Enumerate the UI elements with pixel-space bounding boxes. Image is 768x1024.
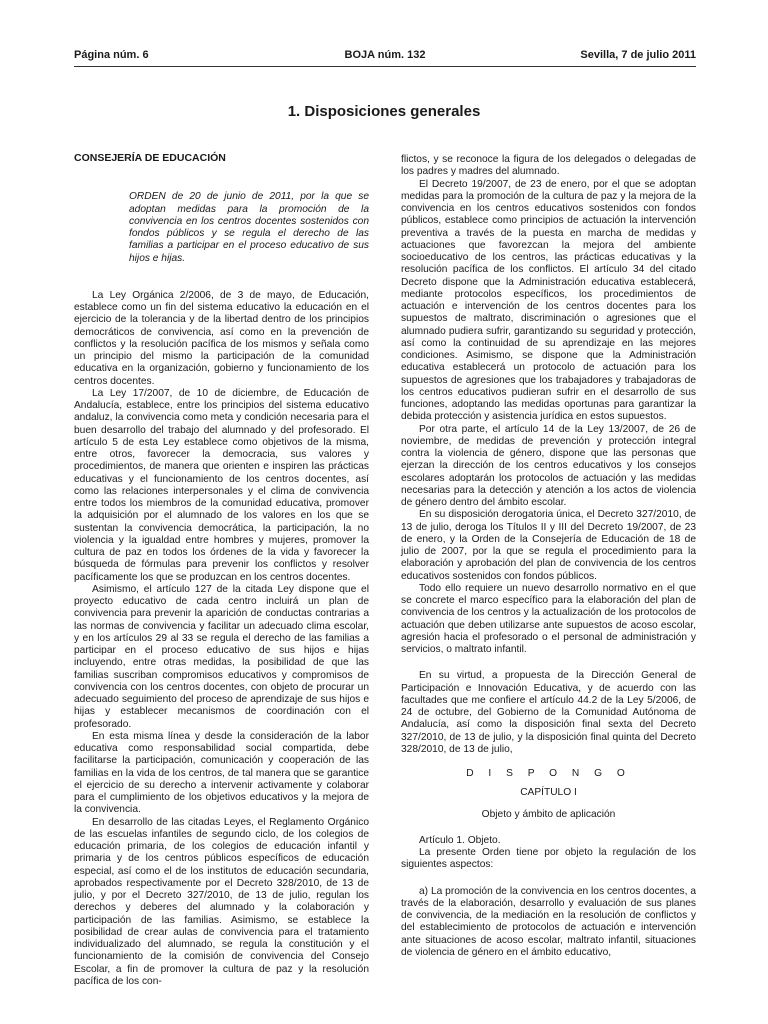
article-item-a: a) La promoción de la convivencia en los centros docentes, a través de la elaboración, desarrollo y evaluación de sus planes de convivencia, de la mediación en la resolución de conflictos y del establecimiento de protocolos de actuación e intervención ante situaciones de acoso escolar, maltrato infantil, situaciones de violencia de género en el ámbito educativo, [401,885,696,958]
place-date: Sevilla, 7 de julio 2011 [580,49,696,61]
order-title: ORDEN de 20 de junio de 2011, por la que se adoptan medidas para la promoción de la convivencia en los centros docentes sostenidos con fondos públicos y se regula el derecho de las familias a participar en el proceso educativo de sus hijos e hijas. [129,191,369,264]
paragraph: El Decreto 19/2007, de 23 de enero, por el que se adoptan medidas para la promoción de la cultura de paz y la mejora de la convivencia en los centros educativos sostenidos con fondos públicos, establece como principios de actuación la intervención preventiva a través de la puesta en marcha de medidas y actuaciones que favorezcan la mejora del ambiente socioeducativo de los centros, las prácticas educativas y la resolución pacífica de los conflictos. El artículo 34 del citado Decreto dispone que la Administración educativa establecerá, mediante protocolos específicos, los procedimientos de actuación e intervención de los centros docentes para los supuestos de maltrato, discriminación o agresiones que el alumnado pudiera sufrir, garantizando su seguridad y protección, así como la continuidad de su aprendizaje en las mejores condiciones. Asimismo, se dispone que la Administración educativa establecerá un protocolo de actuación para los supuestos de agresiones que los trabajadores y trabajadoras de los centros educativos pudieran sufrir en el desarrollo de sus funciones, adoptando las medidas oportunas para garantizar la debida protección y asistencia jurídica en estos supuestos. [401,178,696,423]
page-number: Página núm. 6 [74,49,149,61]
paragraph: La Ley Orgánica 2/2006, de 3 de mayo, de Educación, establece como un fin del sistema educativo la educación en el ejercicio de la tolerancia y de la libertad dentro de los principios democráticos de convivencia, así como en la prevención de conflictos y la resolución pacífica de los mismos y señala como un principio del mismo la participación de la comunidad educativa en la organización, gobierno y funcionamiento de los centros docentes. [74,289,369,387]
paragraph: En su disposición derogatoria única, el Decreto 327/2010, de 13 de julio, deroga los Títulos II y III del Decreto 19/2007, de 23 de enero, y la Orden de la Consejería de Educación de 18 de julio de 2007, por la que se regula el procedimiento para la elaboración y aprobación del plan de convivencia de los centros educativos sostenidos con fondos públicos. [401,509,696,582]
paragraph: En desarrollo de las citadas Leyes, el Reglamento Orgánico de las escuelas infantiles de segundo ciclo, de los colegios de educación primaria, de los colegios de educación infantil y primaria y de los centros públicos específicos de educación especial, así como el de los institutos de educación secundaria, aprobados respectivamente por el Decreto 328/2010, de 13 de julio, y por el Decreto 327/2010, de 13 de julio, regulan los derechos y deberes del alumnado y la colaboración y participación de las familias. Asimismo, se establece la posibilidad de crear aulas de convivencia para el tratamiento individualizado del alumnado, se regula la constitución y el funcionamiento de la comisión de convivencia del Consejo Escolar, a fin de promover la cultura de paz y la resolución pacífica de los con- [74,816,369,987]
article-heading: Artículo 1. Objeto. [419,834,501,846]
left-column [74,152,369,988]
paragraph: Todo ello requiere un nuevo desarrollo normativo en el que se concrete el marco específico para la elaboración del plan de convivencia de los centros y la actualización de los protocolos de actuación que deben utilizarse ante supuestos de acoso escolar, agresión hacia el profesorado o el personal de administración y servicios, o maltrato infantil. [401,582,696,655]
article-intro: La presente Orden tiene por objeto la regulación de los siguientes aspectos: [401,847,696,871]
paragraph: En esta misma línea y desde la consideración de la labor educativa como responsabilidad social compartida, debe facilitarse la participación, comunicación y cooperación de las familias en la vida de los centros, de tal manera que se garantice el ejercicio de su derecho a intervenir activamente y colaborar para el cumplimiento de los objetivos educativos y la mejora de la convivencia. [74,730,369,816]
closing-paragraph: En su virtud, a propuesta de la Dirección General de Participación e Innovación Educativa, y de acuerdo con las facultades que me confiere el artículo 44.2 de la Ley 5/2006, de 24 de octubre, del Gobierno de la Comunidad Autónoma de Andalucía, así como la disposición final sexta del Decreto 327/2010, de 13 de julio, y la disposición final quinta del Decreto 328/2010, de 13 de julio, [401,670,696,755]
page-header [74,49,696,65]
paragraph: flictos, y se reconoce la figura de los delegados o delegadas de los padres y madres del alumnado. [401,154,696,178]
header-rule [74,66,696,67]
chapter-title: Objeto y ámbito de aplicación [481,808,616,820]
paragraph: Por otra parte, el artículo 14 de la Ley 13/2007, de 26 de noviembre, de medidas de prevención y protección integral contra la violencia de género, dispone que las personas que ejerzan la dirección de los centros educativos y los consejos escolares adoptarán los protocolos de actuación y las medidas necesarias para la detección y atención a los actos de violencia de género dentro del ámbito escolar. [401,423,696,508]
chapter-heading: CAPÍTULO I [520,787,577,799]
paragraph: Asimismo, el artículo 127 de la citada Ley dispone que el proyecto educativo de cada centro incluirá un plan de convivencia para prevenir la aparición de conductas contrarias a las normas de convivencia y facilitar un adecuado clima escolar, y en los artículos 29 al 33 se regula el derecho de las familias a participar en el proceso educativo de sus hijos e hijas incluyendo, entre otras medidas, la posibilidad de que las familias suscriban compromisos educativos y compromisos de convivencia con los centros docentes, con objeto de procurar un adecuado seguimiento del proceso de aprendizaje de sus hijos e hijas y establecer mecanismos de coordinación con el profesorado. [74,583,369,730]
dispongo-heading: D I S P O N G O [466,768,631,779]
department-heading: CONSEJERÍA DE EDUCACIÓN [74,152,226,164]
paragraph: La Ley 17/2007, de 10 de diciembre, de Educación de Andalucía, establece, entre los principios del sistema educativo andaluz, la convivencia como meta y condición necesaria para el buen desarrollo del trabajo del alumnado y del profesorado. El artículo 5 de esta Ley establece como objetivos de la misma, entre otros, favorecer la democracia, sus valores y procedimientos, de manera que orienten e inspiren las prácticas educativas y el funcionamiento de los centros docentes, así como las relaciones interpersonales y el clima de convivencia entre todos los miembros de la comunidad educativa, promover la adquisición por el alumnado de los valores en los que se sustentan la convivencia democrática, la participación, la no violencia y la igualdad entre hombres y mujeres, promover la cultura de paz en todos los órdenes de la vida y favorecer la búsqueda de fórmulas para prevenir los conflictos y resolver pacíficamente los que se produzcan en los centros docentes. [74,387,369,583]
bulletin-number: BOJA núm. 132 [344,49,426,61]
right-column [401,154,696,959]
section-title: 1. Disposiciones generales [287,103,481,120]
